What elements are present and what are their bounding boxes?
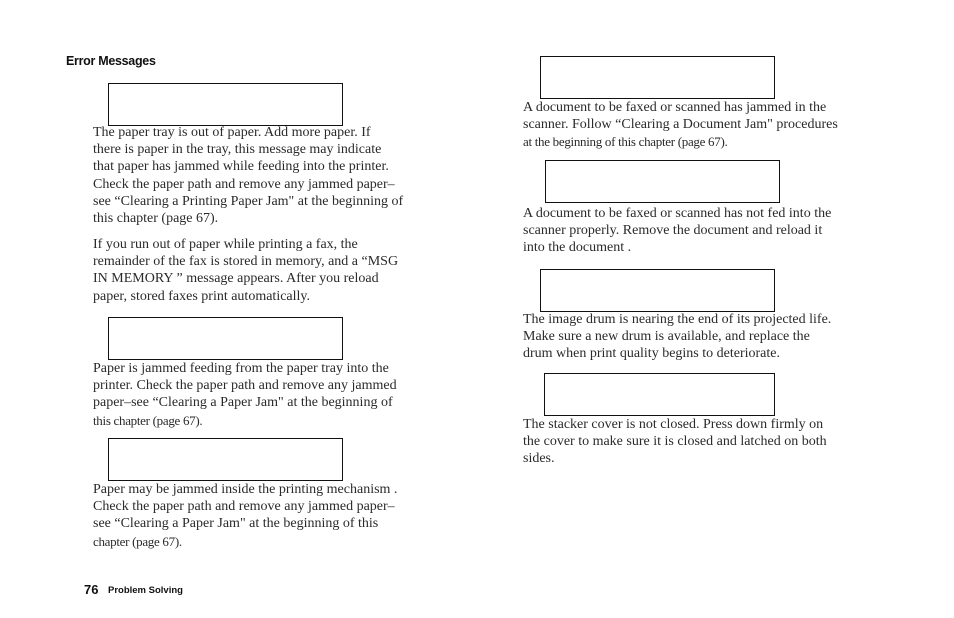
text-line: sides. [523,451,555,467]
text-line: The stacker cover is not closed. Press down firmly on [523,417,824,432]
section-heading: Error Messages [66,54,156,68]
text-line: printer. Check the paper path and remove any jammed [93,378,397,394]
text-line: chapter (page 67). [93,533,182,549]
text-line: A document to be faxed or scanned has not fed into the [523,206,832,221]
text-line: paper, stored faxes print automatically. [93,288,311,304]
lcd-message-box [108,438,343,481]
text-line: into the document . [523,240,632,256]
text-line: Make sure a new drum is available, and replace the [523,329,810,345]
text-line: scanner. Follow “Clearing a Document Jam" procedures [523,117,838,133]
text-line: remainder of the fax is stored in memory, and a “MSG [93,254,399,270]
text-line: A document to be faxed or scanned has jammed in the [523,100,827,115]
text-line: Check the paper path and remove any jammed paper– [93,499,395,515]
text-line: that paper has jammed while feeding into the printer. [93,159,389,175]
page-number: 76 [84,582,99,597]
text-line: see “Clearing a Printing Paper Jam" at the beginning of [93,193,404,209]
error-description [523,205,893,257]
lcd-message-box [108,83,343,126]
text-line: this chapter (page 67). [93,412,203,428]
error-description [93,360,451,429]
error-description [523,416,893,468]
text-line: Paper is jammed feeding from the paper tray into the [93,361,389,376]
text-line: Check the paper path and remove any jammed paper– [93,176,395,192]
error-description [93,124,451,227]
text-line: scanner properly. Remove the document and reload it [523,223,823,239]
error-description [523,99,893,151]
text-line: Paper may be jammed inside the printing mechanism . [93,482,398,497]
text-line: the cover to make sure it is closed and latched on both [523,434,827,450]
lcd-message-box [545,160,780,203]
text-line: The paper tray is out of paper. Add more paper. If [93,125,371,140]
running-footer: Problem Solving [108,585,183,596]
text-line: there is paper in the tray, this message may indicate [93,142,382,158]
lcd-message-box [540,56,775,99]
error-description [93,481,451,550]
text-line: this chapter (page 67). [93,211,219,227]
text-line: IN MEMORY ” message appears. After you reload [93,271,379,287]
text-line: at the beginning of this chapter (page 67). [523,134,728,150]
lcd-message-box [540,269,775,312]
text-line: see “Clearing a Paper Jam" at the beginning of this [93,516,379,532]
lcd-message-box [108,317,343,360]
error-description [523,311,893,363]
error-description [93,236,451,305]
text-line: If you run out of paper while printing a fax, the [93,237,358,252]
lcd-message-box [544,373,775,416]
text-line: The image drum is nearing the end of its projected life. [523,312,832,327]
text-line: drum when print quality begins to deteriorate. [523,346,780,362]
text-line: paper–see “Clearing a Paper Jam" at the beginning of [93,395,393,411]
